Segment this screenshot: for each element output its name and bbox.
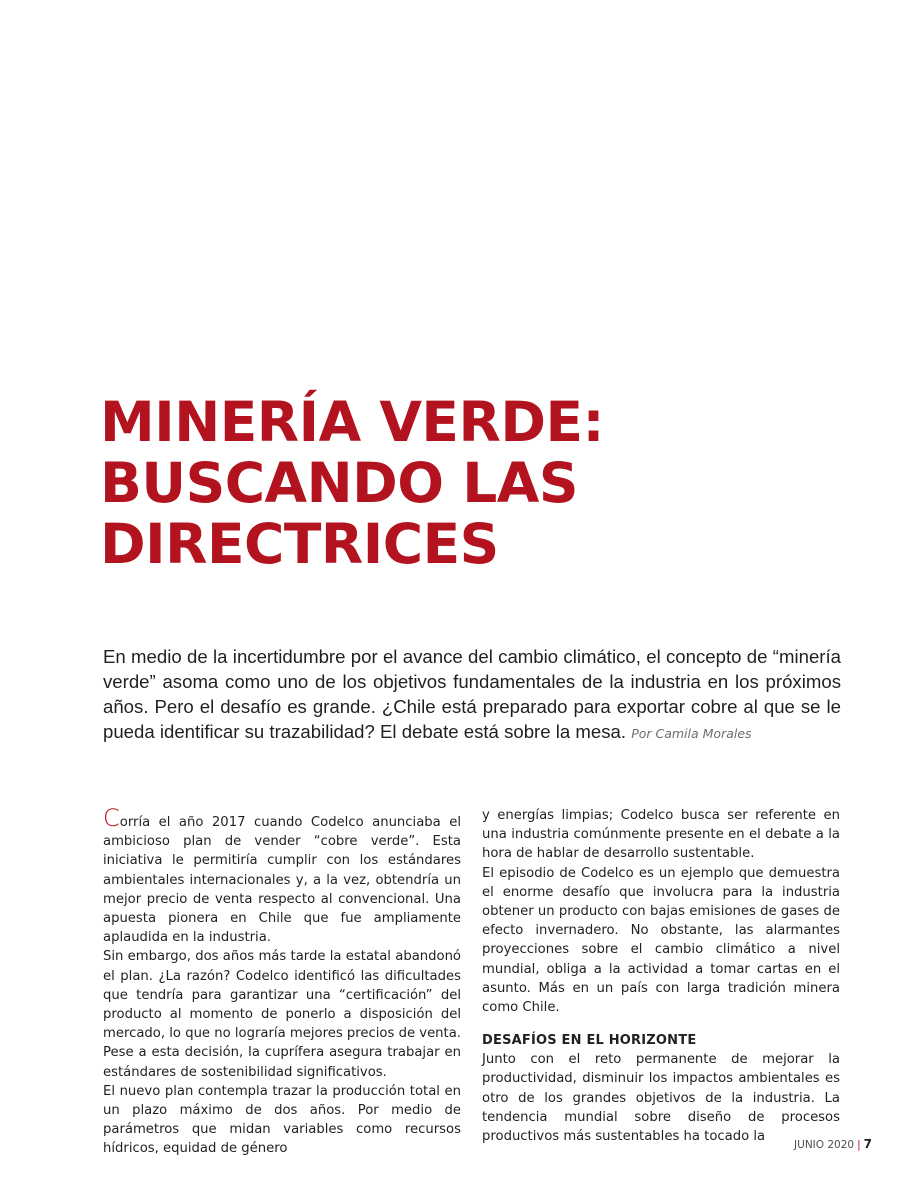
paragraph: Junto con el reto permanente de mejorar la productividad, disminuir los impactos ambientales es otro de los grandes objetivos de la industria. La tendencia mundial sobre diseño de procesos productivos más sustentables ha tocado la <box>482 1052 840 1145</box>
article-title <box>100 392 800 575</box>
title-line-2: BUSCANDO LAS <box>100 451 578 515</box>
section-heading: DESAFÍOS EN EL HORIZONTE <box>482 1033 697 1049</box>
paragraph-text: orría el año 2017 cuando Codelco anunciaba el ambicioso plan de vender “cobre verde”. Esta iniciativa le permitiría cumplir con los estándares ambientales internacionales y, a la vez, obtendría un mejor precio de venta respecto al convencional. Una apuesta pionera en Chile que fue ampliamente aplaudida en la industria. <box>103 815 461 946</box>
paragraph: El nuevo plan contempla trazar la producción total en un plazo máximo de dos años. Por medio de parámetros que midan variables como recursos hídricos, equidad de género <box>103 1083 461 1157</box>
issue-date: JUNIO 2020 <box>794 1139 855 1151</box>
byline: Por Camila Morales <box>631 726 752 741</box>
page-footer <box>700 1137 872 1151</box>
lead-text: En medio de la incertidumbre por el avance del cambio climático, el concepto de “minería verde” asoma como uno de los objetivos fundamentales de la industria en los próximos años. Pero el desafío es grande. ¿Chile está preparado para exportar cobre al que se le pueda identificar su trazabilidad? El debate está sobre la mesa. <box>103 646 841 742</box>
title-line-3: DIRECTRICES <box>100 512 499 576</box>
footer-separator: | <box>857 1139 861 1151</box>
paragraph <box>103 806 461 947</box>
article-lead <box>103 644 841 746</box>
body-column-left <box>103 806 461 1159</box>
title-line-1: MINERÍA VERDE: <box>100 390 605 454</box>
paragraph: y energías limpias; Codelco busca ser referente en una industria comúnmente presente en el debate a la hora de hablar de desarrollo sustentable. <box>482 808 840 862</box>
paragraph: Sin embargo, dos años más tarde la estatal abandonó el plan. ¿La razón? Codelco identificó las dificultades que tendría para garantizar una “certificación” del producto al momento de ponerlo a disposición del mercado, lo que no lograría mejores precios de venta. Pese a esta decisión, la cuprífera asegura trabajar en estándares de sostenibilidad significativos. <box>103 949 461 1080</box>
body-column-right <box>482 806 840 1146</box>
page-number: 7 <box>863 1137 872 1151</box>
drop-cap: C <box>103 804 120 832</box>
paragraph: El episodio de Codelco es un ejemplo que demuestra el enorme desafío que involucra para la industria obtener un producto con bajas emisiones de gases de efecto invernadero. No obstante, las alarmantes proyecciones sobre el cambio climático a nivel mundial, obliga a la actividad a tomar cartas en el asunto. Más en un país con larga tradición minera como Chile. <box>482 865 840 1016</box>
